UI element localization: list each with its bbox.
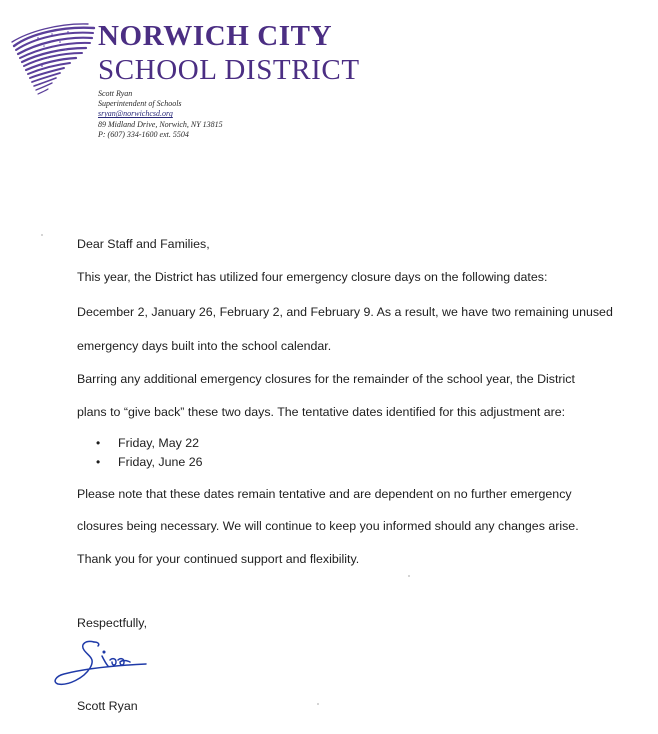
list-item [96, 453, 202, 472]
contact-block [98, 89, 223, 140]
contact-address: 89 Midland Drive, Norwich, NY 13815 [98, 119, 223, 129]
list-item [96, 434, 202, 453]
contact-phone: P: (607) 334-1600 ext. 5504 [98, 129, 189, 139]
bullet-icon: • [96, 455, 101, 469]
paragraph-1-line-3: emergency days built into the school calendar. [77, 339, 332, 353]
scan-speck [41, 234, 43, 236]
contact-title: Superintendent of Schools [98, 99, 182, 109]
bullet-text: Friday, June 26 [118, 455, 203, 469]
paragraph-1-line-1: This year, the District has utilized four emergency closure days on the following dates: [77, 270, 548, 284]
scan-speck [408, 575, 410, 577]
paragraph-1-line-2: December 2, January 26, February 2, and February 9. As a result, we have two remaining unused [77, 305, 613, 319]
paragraph-2-line-1: Barring any additional emergency closures for the remainder of the school year, the District [77, 372, 575, 386]
paragraph-3-line-2: closures being necessary. We will continue to keep you informed should any changes arise. [77, 519, 579, 533]
scan-speck [317, 703, 319, 705]
bullet-text: Friday, May 22 [118, 436, 200, 450]
paragraph-4-line-1: Thank you for your continued support and flexibility. [77, 552, 360, 566]
district-logo-icon [8, 16, 96, 100]
district-name-line2: SCHOOL DISTRICT [98, 54, 360, 86]
district-name-line1: NORWICH CITY [98, 20, 333, 52]
signer-name: Scott Ryan [77, 699, 138, 713]
handwritten-signature-icon [50, 636, 150, 692]
bullet-icon: • [96, 436, 101, 450]
tentative-dates-list [96, 434, 202, 472]
salutation: Dear Staff and Families, [77, 237, 210, 251]
paragraph-2-line-2: plans to “give back” these two days. The tentative dates identified for this adjustment are: [77, 405, 566, 419]
closing: Respectfully, [77, 616, 148, 630]
contact-name: Scott Ryan [98, 89, 133, 98]
contact-email-link[interactable]: sryan@norwichcsd.org [98, 109, 173, 119]
paragraph-3-line-1: Please note that these dates remain tentative and are dependent on no further emergency [77, 487, 572, 501]
